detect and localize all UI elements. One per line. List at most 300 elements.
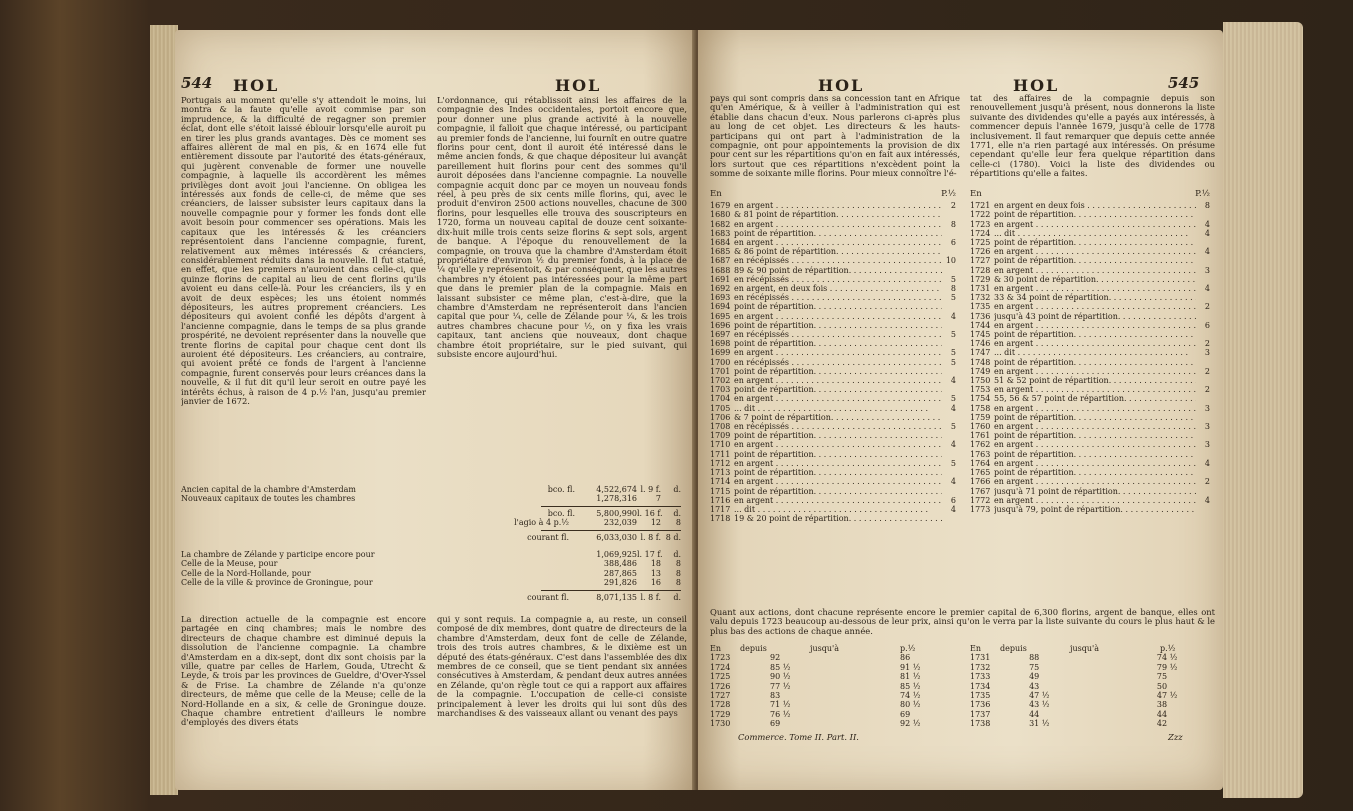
- dividend-row: [970, 275, 1210, 284]
- dividend-row: [970, 394, 1210, 403]
- price-year: 1723: [710, 653, 731, 663]
- dividend-value: 5: [950, 330, 956, 340]
- dividend-value: 4: [950, 477, 956, 487]
- dividend-label: point de répartition. . . .: [994, 468, 1196, 477]
- capital-row: [181, 485, 681, 494]
- dividend-row: [710, 220, 956, 229]
- dividend-year: 1696: [710, 320, 731, 330]
- capital-table: [181, 485, 681, 602]
- dividend-row: [970, 339, 1210, 348]
- left-bottom-col2-paragraph: qui y sont requis. La compagnie a, au reste, un conseil composé de dix membres, dont quatre de directeurs de la chambre d'Amsterdam, deux font de celle de Zélande, trois des trois autres chambres, & le dixième est un député des états-généraux. C'est dans l'assemblée des dix membres de ce conseil, que se tient pendant six années consécutives à Amsterdam, & pendant deux autres années en Zélande, qu'on règle tout ce qui a rapport aux affaires de la compagnie. L'occupation de celle-ci consiste principalement à lever les droits qui lui sont dûs des marchandises & des vaisseaux allant ou venant des pays: [437, 615, 687, 719]
- dividend-year: 1747: [970, 348, 991, 358]
- dividend-value: 4: [1204, 219, 1210, 229]
- price-high: 69: [900, 709, 911, 719]
- dividend-value: [942, 229, 956, 238]
- price-year: 1731: [970, 653, 991, 663]
- price-year: 1725: [710, 672, 731, 682]
- dividend-value: 2: [1204, 302, 1210, 312]
- dividend-row: [710, 468, 956, 477]
- dividend-value: [942, 431, 956, 440]
- dividend-value: 6: [950, 238, 956, 248]
- dividend-label: en argent . . .: [994, 220, 1196, 229]
- dividend-label: point de répartition. . . .: [734, 321, 942, 330]
- dividend-year: 1746: [970, 339, 991, 349]
- prices-table-1: En depuis jusqu'à p.½ 1723 92 86 1724 85 ½ 91 ½ 1725 90 ½ 81 ½ 1726 77 ½ 85 ½ 1727 83 74 ½ 1728 71 ½ 80 ½ 1729 76 ½ 69 1730 69 92 ½: [710, 644, 960, 729]
- price-high: 92 ½: [900, 719, 921, 729]
- dividend-year: 1703: [710, 385, 731, 395]
- right-page-edges: [1223, 22, 1303, 798]
- price-year: 1726: [710, 681, 731, 691]
- dividend-label: jusqu'à 43 point de répartition. . . .: [994, 312, 1196, 321]
- dividend-value: [942, 385, 956, 394]
- dividend-row: [710, 505, 956, 514]
- dividend-label: en récépissés . . .: [734, 422, 942, 431]
- dividend-value: [1196, 450, 1210, 459]
- dividend-value: 3: [1204, 440, 1210, 450]
- dividend-label: point de répartition. . . .: [994, 330, 1196, 339]
- dividend-year: 1766: [970, 477, 991, 487]
- dividend-label: en argent . . .: [734, 238, 942, 247]
- dividend-value: [1196, 312, 1210, 321]
- capital-value: 4,522,674: [596, 485, 637, 494]
- price-year: 1727: [710, 691, 731, 701]
- dividend-label: en argent . . .: [994, 422, 1196, 431]
- dividend-year: 1705: [710, 403, 731, 413]
- dividend-year: 1685: [710, 247, 731, 257]
- dividend-value: [1196, 468, 1210, 477]
- dividend-label: 51 & 52 point de répartition. . . .: [994, 376, 1196, 385]
- dividend-row: [710, 413, 956, 422]
- dividend-year: 1765: [970, 468, 991, 478]
- dividend-value: 4: [1204, 247, 1210, 257]
- right-column-2: [970, 94, 1215, 184]
- table2-head-en: En: [970, 189, 982, 199]
- price-row: [970, 682, 1215, 691]
- dividend-year: 1687: [710, 256, 731, 266]
- dividend-label: en récépissés . . .: [734, 293, 942, 302]
- dividend-year: 1744: [970, 320, 991, 330]
- table2-head-p: P.½: [1195, 189, 1210, 199]
- price-row: [970, 663, 1215, 672]
- dividend-row: [710, 376, 956, 385]
- dividend-row: [710, 238, 956, 247]
- dividend-value: [942, 487, 956, 496]
- dividend-year: 1679: [710, 201, 731, 211]
- dividend-label: en argent . . .: [734, 376, 942, 385]
- dividend-year: 1704: [710, 394, 731, 404]
- chamber-row: [181, 569, 681, 578]
- chamber-label: Celle de la Meuse, pour: [181, 559, 278, 569]
- price-year: 1730: [710, 719, 731, 729]
- dividend-label: en récépissés . . .: [734, 275, 942, 284]
- chamber-value: 291,826: [603, 578, 637, 588]
- dividend-value: 5: [950, 458, 956, 468]
- price-row: [710, 710, 960, 719]
- dividend-label: en argent . . .: [734, 477, 942, 486]
- price-high: 91 ½: [900, 662, 921, 672]
- price-high: 50: [1156, 681, 1168, 691]
- price-row: [710, 719, 960, 728]
- dividend-year: 1745: [970, 330, 991, 340]
- dividend-label: en argent . . .: [994, 339, 1196, 348]
- dividend-row: [970, 302, 1210, 311]
- dividend-row: [710, 330, 956, 339]
- price-high: 86: [900, 653, 911, 663]
- dividend-year: 1773: [970, 504, 991, 514]
- dividend-label: en argent . . .: [734, 201, 942, 210]
- dividend-label: point de répartition. . . .: [734, 431, 942, 440]
- chamber-label: Celle de la ville & province de Groningue, pour: [181, 578, 373, 588]
- price-low: 75: [1029, 662, 1040, 672]
- dividend-value: [1196, 394, 1210, 403]
- chamber-d: d.: [673, 550, 681, 560]
- price-low: 31 ½: [1029, 719, 1050, 729]
- dividend-row: [970, 376, 1210, 385]
- dividend-row: [970, 459, 1210, 468]
- dividend-label: point de répartition. . . .: [994, 450, 1196, 459]
- dividend-year: 1749: [970, 366, 991, 376]
- dividend-row: [710, 210, 956, 219]
- dividend-year: 1735: [970, 302, 991, 312]
- left-column-2: [437, 96, 687, 486]
- dividend-row: [970, 440, 1210, 449]
- dividend-row: [710, 229, 956, 238]
- price-high: 74 ½: [1156, 653, 1178, 663]
- right-page: [698, 30, 1223, 790]
- dividend-value: [942, 247, 956, 256]
- left-bottom-col1-paragraph: La direction actuelle de la compagnie est encore partagée en cinq chambres; mais le nombre des directeurs de chaque chambre est diminué depuis la dissolution de l'ancienne compagnie. La chambre d'Amsterdam en a dix-sept, dont dix sont choisis par la ville, quatre par celles de Harlem, Gouda, Utrecht & Leyde, & trois par les provinces de Gueldre, d'Over-Yssel & de Frise. La chambre de Zélande n'a qu'onze directeurs, de même que celle de la Meuse; celle de la Nord-Hollande en a six, & celle de Groningue douze. Chaque chambre entretient d'ailleurs le nombre d'employés des divers états: [181, 615, 426, 728]
- dividend-label: & 7 point de répartition. . . .: [734, 413, 942, 422]
- price-high: 75: [1156, 672, 1168, 682]
- dividend-label: point de répartition. . . .: [734, 487, 942, 496]
- dividend-year: 1692: [710, 284, 731, 294]
- right-column-1: [710, 94, 960, 184]
- dividend-value: 3: [1204, 403, 1210, 413]
- dividend-year: 1761: [970, 431, 991, 441]
- dividend-label: point de répartition. . . .: [994, 431, 1196, 440]
- price-high: 85 ½: [900, 681, 921, 691]
- dividend-value: [1196, 358, 1210, 367]
- dividend-value: [1196, 376, 1210, 385]
- dividend-year: 1683: [710, 228, 731, 238]
- price-low: 88: [1029, 653, 1040, 663]
- left-header-left: HOL: [233, 76, 280, 95]
- dividend-value: [942, 210, 956, 219]
- dividend-row: [970, 477, 1210, 486]
- dividend-year: 1680: [710, 210, 731, 220]
- price-low: 43 ½: [1029, 700, 1050, 710]
- dividend-year: 1695: [710, 311, 731, 321]
- dividend-row: [710, 302, 956, 311]
- price-low: 47 ½: [1029, 691, 1050, 701]
- dividend-row: [710, 358, 956, 367]
- dividend-row: [710, 293, 956, 302]
- price-high: 74 ½: [900, 691, 921, 701]
- dividend-value: 2: [1204, 385, 1210, 395]
- dividend-year: 1698: [710, 339, 731, 349]
- chamber-value: 287,865: [603, 568, 637, 578]
- dividend-row: [970, 220, 1210, 229]
- price-row: [970, 700, 1215, 709]
- dividend-value: [942, 302, 956, 311]
- dividend-year: 1682: [710, 219, 731, 229]
- dividend-label: point de répartition. . . .: [734, 339, 942, 348]
- dividend-label: jusqu'à 71 point de répartition. . . .: [994, 487, 1196, 496]
- left-column-1: [181, 96, 426, 486]
- price-year: 1728: [710, 700, 731, 710]
- dividend-year: 1723: [970, 219, 991, 229]
- dividend-label: en argent . . .: [734, 496, 942, 505]
- dividend-label: & 30 point de répartition. . . .: [994, 275, 1196, 284]
- dividend-row: [970, 450, 1210, 459]
- dividend-label: en argent . . .: [994, 247, 1196, 256]
- dividend-year: 1760: [970, 422, 991, 432]
- dividend-label: 55, 56 & 57 point de répartition. . . .: [994, 394, 1196, 403]
- dividend-value: [942, 413, 956, 422]
- dividend-label: 19 & 20 point de répartition. . . .: [734, 514, 942, 523]
- dividend-year: 1697: [710, 330, 731, 340]
- dividend-year: 1767: [970, 486, 991, 496]
- dividend-value: [1196, 210, 1210, 219]
- price-row: [970, 672, 1215, 681]
- dividend-row: [710, 275, 956, 284]
- dividend-label: en argent en deux fois . . .: [994, 201, 1196, 210]
- chamber-row: [181, 559, 681, 568]
- dividend-label: point de répartition. . . .: [734, 468, 942, 477]
- dividend-year: 1729: [970, 274, 991, 284]
- dividend-label: en argent . . .: [994, 477, 1196, 486]
- dividend-year: 1701: [710, 366, 731, 376]
- capital-s: l. 9 f.: [640, 485, 661, 494]
- left-page-number: 544: [181, 74, 213, 92]
- left-bottom-column-1: [181, 615, 426, 785]
- prices-table-2: En depuis jusqu'à p.½ 1731 88 74 ½ 1732 75 79 ½ 1733 49 75 1734 43 50 1735 47 ½ 47 ½ 1736 43 ½ 38 1737 44 44 1738 31 ½ 42: [970, 644, 1215, 729]
- dividend-row: [970, 229, 1210, 238]
- price-year: 1729: [710, 709, 731, 719]
- dividend-value: [942, 266, 956, 275]
- capital-s: 7: [655, 494, 661, 504]
- table1-head-en: En: [710, 189, 722, 199]
- dividend-row: [710, 477, 956, 486]
- dividend-label: en argent . . .: [994, 321, 1196, 330]
- dividend-value: [1196, 487, 1210, 496]
- dividend-label: en argent . . .: [994, 496, 1196, 505]
- dividend-label: en argent, en deux fois . . .: [734, 284, 942, 293]
- dividend-label: en argent . . .: [734, 440, 942, 449]
- price-row: [710, 682, 960, 691]
- chamber-label: Celle de la Nord-Hollande, pour: [181, 568, 311, 578]
- left-page-edges: [150, 25, 178, 795]
- dividend-value: 2: [950, 201, 956, 211]
- price-low: 85 ½: [770, 662, 791, 672]
- dividend-row: [970, 404, 1210, 413]
- dividend-label: en argent . . .: [734, 459, 942, 468]
- dividend-row: [710, 450, 956, 459]
- dividend-row: [710, 431, 956, 440]
- dividend-row: [970, 431, 1210, 440]
- price-high: 81 ½: [900, 672, 921, 682]
- dividend-value: 8: [950, 284, 956, 294]
- dividend-label: point de répartition. . . .: [994, 238, 1196, 247]
- dividend-row: [710, 348, 956, 357]
- dividend-year: 1722: [970, 210, 991, 220]
- dividend-label: en argent . . .: [994, 404, 1196, 413]
- agio-row: l'agio à 4 p.½ 232,039 12 8: [514, 518, 681, 528]
- dividend-year: 1759: [970, 412, 991, 422]
- chamber-row: [181, 550, 681, 559]
- dividend-row: [970, 210, 1210, 219]
- right-page-number: 545: [1168, 74, 1200, 92]
- dividend-label: & 81 point de répartition. . . .: [734, 210, 942, 219]
- dividend-value: [942, 514, 956, 523]
- dividend-table-2: [970, 190, 1210, 514]
- dividend-year: 1772: [970, 495, 991, 505]
- dividend-label: point de répartition. . . .: [734, 367, 942, 376]
- dividend-value: 6: [950, 495, 956, 505]
- dividend-year: 1688: [710, 265, 731, 275]
- dividend-label: point de répartition. . . .: [994, 413, 1196, 422]
- dividend-table-1: [710, 190, 956, 523]
- dividend-year: 1718: [710, 514, 731, 524]
- dividend-value: 4: [950, 311, 956, 321]
- dividend-year: 1709: [710, 431, 731, 441]
- left-bottom-column-2: [437, 615, 687, 785]
- dividend-label: point de répartition. . . .: [994, 256, 1196, 265]
- right-header-left: HOL: [818, 76, 865, 95]
- dividend-value: 5: [950, 357, 956, 367]
- chamber-d: 8: [675, 578, 681, 588]
- price-row: [710, 653, 960, 662]
- dividend-year: 1748: [970, 357, 991, 367]
- dividend-value: 4: [950, 504, 956, 514]
- dividend-row: [710, 422, 956, 431]
- dividend-value: 3: [1204, 265, 1210, 275]
- dividend-row: [710, 256, 956, 265]
- chamber-value: 1,069,925: [596, 550, 637, 560]
- dividend-label: 89 & 90 point de répartition. . . .: [734, 266, 942, 275]
- dividend-value: [1196, 413, 1210, 422]
- capital-value: 1,278,316: [596, 494, 637, 504]
- dividend-label: en récépissés . . .: [734, 330, 942, 339]
- footer-signature: Commerce. Tome II. Part. II.: [738, 732, 859, 742]
- dividend-year: 1731: [970, 284, 991, 294]
- dividend-label: en argent . . .: [734, 394, 942, 403]
- dividend-year: 1721: [970, 201, 991, 211]
- dividend-year: 1714: [710, 477, 731, 487]
- price-row: [710, 700, 960, 709]
- price-high: 79 ½: [1156, 662, 1178, 672]
- dividend-row: [710, 201, 956, 210]
- dividend-year: 1699: [710, 348, 731, 358]
- dividend-year: 1724: [970, 228, 991, 238]
- dividend-value: 6: [1204, 320, 1210, 330]
- capital-fl: [535, 494, 575, 503]
- dividend-year: 1706: [710, 412, 731, 422]
- dividend-year: 1754: [970, 394, 991, 404]
- dividend-row: [970, 312, 1210, 321]
- chamber-s: 13: [650, 568, 661, 578]
- dividend-value: [1196, 275, 1210, 284]
- dividend-row: [970, 413, 1210, 422]
- chamber-s: 18: [650, 559, 661, 569]
- left-col2-paragraph: L'ordonnance, qui rétablissoit ainsi les affaires de la compagnie des Indes occidentales, portoit encore que, pour donner une plus grande activité à la nouvelle compagnie, il falloit que chaque intéressé, ou participant au premier fonds de l'ancienne, lui fournît en outre quatre florins pour cent, dont il auroit été intéressé dans le même ancien fonds, & que chaque dépositeur lui avançât pareillement huit florins pour cent des sommes qu'il auroit déposées dans l'ancienne compagnie. La nouvelle compagnie acquit donc par ce moyen un nouveau fonds réel, à peu près de six cents mille florins, qui, avec le produit d'environ 2500 actions nouvelles, chacune de 300 florins, pour lesquelles elle trouva des souscripteurs en 1720, forma un nouveau capital de douze cent soixante-dix-huit mille trois cents seize florins & sept sols, argent de banque. A l'époque du renouvellement de la compagnie, on trouva que la chambre d'Amsterdam étoit propriétaire d'environ ½ du premier fonds, à la place de ¼ qu'elle y représentoit, & par conséquent, que les autres chambres n'y étoient pas intéressées pour la même part que dans le premier plan de la compagnie. Mais en laissant subsister ce même plan, c'est-à-dire, que la chambre d'Amsterdam ne représenteroit dans l'ancien capital que pour ¼, celle de Zélande pour ¼, & les trois autres chambres chacune pour ½, on y fixa les vrais capitaux, tant anciens que nouveaux, dont chaque chambre étoit propriétaire, sur le pied suivant, qui subsiste encore aujourd'hui.: [437, 96, 687, 359]
- dividend-value: [1196, 238, 1210, 247]
- dividend-label: en argent . . .: [734, 348, 942, 357]
- dividend-label: en récépissés . . .: [734, 358, 942, 367]
- dividend-value: 4: [950, 403, 956, 413]
- chamber-row: [181, 578, 681, 587]
- price-row: [710, 672, 960, 681]
- dividend-label: en argent . . .: [734, 312, 942, 321]
- price-year: 1738: [970, 719, 991, 729]
- right-header-right: HOL: [1013, 76, 1060, 95]
- dividend-row: [710, 440, 956, 449]
- dividend-row: [970, 422, 1210, 431]
- dividend-year: 1715: [710, 486, 731, 496]
- dividend-row: [970, 348, 1210, 357]
- right-col1-paragraph: pays qui sont compris dans sa concession tant en Afrique qu'en Amérique, & à veiller à l'administration qui est établie dans chacun d'eux. Nous parlerons ci-après plus au long de cet objet. Les directeurs & les hauts-participans qui ont part à l'administration de la compagnie, ont pour appointements la provision de dix pour cent sur les répartitions qu'on en fait aux intéressés, lors surtout que ces répartitions n'excèdent point la somme de soixante mille florins. Pour mieux connoître l'é-: [710, 94, 960, 179]
- dividend-row: [710, 247, 956, 256]
- price-row: [710, 691, 960, 700]
- dividend-year: 1693: [710, 293, 731, 303]
- chamber-label: La chambre de Zélande y participe encore pour: [181, 550, 375, 560]
- dividend-label: en argent . . .: [994, 367, 1196, 376]
- price-row: [970, 691, 1215, 700]
- dividend-row: [970, 505, 1210, 514]
- price-low: 90 ½: [770, 672, 791, 682]
- dividend-row: [710, 312, 956, 321]
- dividend-year: 1750: [970, 376, 991, 386]
- dividend-year: 1762: [970, 440, 991, 450]
- dividend-value: 8: [1204, 201, 1210, 211]
- capital-label: Ancien capital de la chambre d'Amsterdam: [181, 485, 356, 494]
- dividend-label: point de répartition. . . .: [994, 210, 1196, 219]
- actions-paragraph: Quant aux actions, dont chacune représente encore le premier capital de 6,300 florins, argent de banque, elles ont valu depuis 1723 beaucoup au-dessous de leur prix, ainsi qu'on le verra par la liste suivante du cours le plus haut & le plus bas des actions de chaque année.: [710, 608, 1215, 636]
- dividend-row: [970, 293, 1210, 302]
- dividend-row: [710, 266, 956, 275]
- dividend-value: 4: [1204, 495, 1210, 505]
- dividend-row: [970, 330, 1210, 339]
- dividend-year: 1711: [710, 449, 731, 459]
- dividend-value: 2: [1204, 339, 1210, 349]
- dividend-value: 4: [1204, 458, 1210, 468]
- dividend-label: point de répartition. . . .: [734, 385, 942, 394]
- price-year: 1735: [970, 691, 991, 701]
- subtotal-row: bco. fl. 5,800,990 l. 16 f. d.: [547, 508, 681, 518]
- dividend-label: en argent . . .: [994, 302, 1196, 311]
- capital-fl: bco. fl.: [547, 485, 575, 494]
- price-low: 43: [1029, 681, 1040, 691]
- price-low: 83: [770, 691, 781, 701]
- dividend-row: [970, 487, 1210, 496]
- dividend-year: 1702: [710, 376, 731, 386]
- dividend-value: 4: [950, 440, 956, 450]
- total-row: courant fl. 8,071,135 l. 8 f. d.: [527, 592, 681, 602]
- dividend-year: 1716: [710, 495, 731, 505]
- dividend-year: 1708: [710, 422, 731, 432]
- chamber-value: 388,486: [603, 559, 637, 569]
- dividend-row: [970, 247, 1210, 256]
- dividend-value: 4: [950, 376, 956, 386]
- chamber-d: 8: [675, 568, 681, 578]
- dividend-value: [942, 450, 956, 459]
- dividend-value: 3: [1204, 422, 1210, 432]
- dividend-row: [710, 496, 956, 505]
- dividend-value: [942, 367, 956, 376]
- dividend-value: 10: [945, 256, 956, 266]
- dividend-label: en argent . . .: [734, 220, 942, 229]
- dividend-row: [970, 238, 1210, 247]
